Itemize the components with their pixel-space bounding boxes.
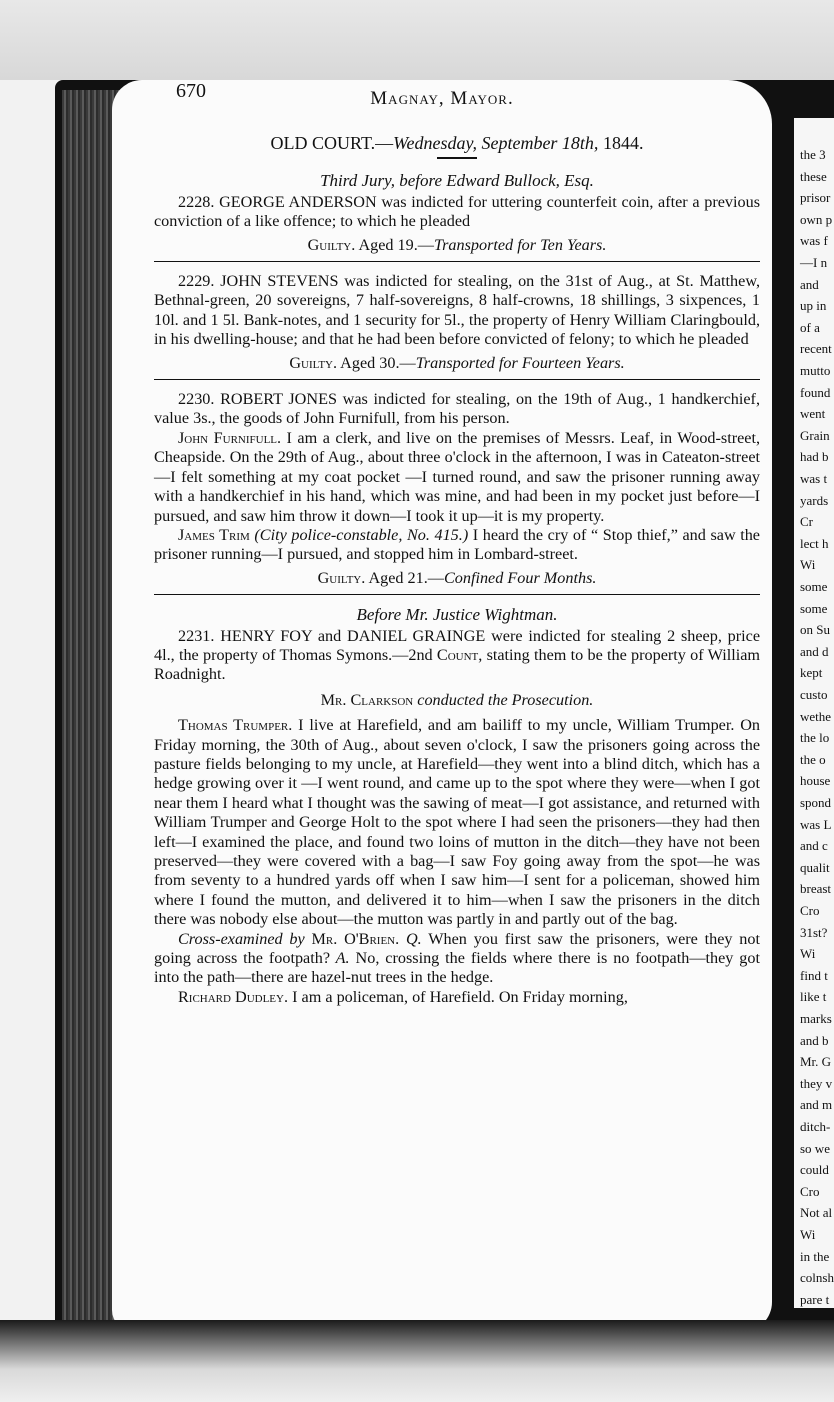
facing-page-fragment: the 3 [800, 147, 826, 162]
facing-page-fragment: marks [800, 1011, 832, 1026]
facing-page-fragment: and [800, 276, 819, 292]
witness-testimony: James Trim (City police-constable, No. 415.) I heard the cry of “ Stop thief,” and saw the prisoner running—I pursued, and stopped him in Lombard-street. [154, 525, 760, 564]
defendant-name: JOHN STEVENS [220, 272, 339, 291]
facing-page-fragment: Wi [800, 557, 816, 573]
facing-page-fragment: these [800, 168, 827, 184]
witness-testimony: John Furnifull. I am a clerk, and live on the premises of Messrs. Leaf, in Wood-street, Cheapside. On the 29th of Aug., about three o'clock in the afternoon, I was in Cateaton-street—I felt something at my coat pocket —I turned round, and saw the prisoner running away with a handkerchief in his hand, which was mine, and had been in my pocket just before—I pursued, and saw him throw it down—I took it up—it is my property. [154, 428, 760, 525]
running-head: Magnay, Mayor. [370, 88, 514, 109]
case-2228: 2228. GEORGE ANDERSON was indicted for uttering counterfeit coin, after a previous conviction of a like offence; to which he pleaded [154, 192, 760, 231]
facing-page-fragment: found [800, 384, 831, 400]
facing-page-fragment: mutto [800, 363, 831, 378]
court-heading: OLD COURT.—Wednesday, September 18th, 1844. [270, 133, 644, 153]
facing-page-fragment: pare t [800, 1291, 830, 1307]
defendant-name: GEORGE ANDERSON [219, 192, 377, 211]
facing-page-fragment: kept [800, 665, 823, 681]
facing-page-fragment: Cro [800, 1183, 820, 1199]
facing-page-fragment: of a [800, 319, 820, 335]
page-header [112, 80, 772, 120]
case-2229: 2229. JOHN STEVENS was indicted for stealing, on the 31st of Aug., at St. Matthew, Bethnal-green, 20 sovereigns, 7 half-sovereigns, 8 half-crowns, 18 shillings, 3 sixpences, 1 10l. and 1 5l. Bank-notes, and 1 security for 5l., the property of Henry William Claringbould, in his dwelling-house; and that he had been before convicted of felony; to which he pleaded [154, 272, 761, 349]
witness-testimony: Richard Dudley. I am a policeman, of Harefield. On Friday morning, [178, 987, 628, 1006]
facing-page-fragment: own p [800, 211, 833, 227]
prosecution-note: Mr. Clarkson conducted the Prosecution. [320, 690, 594, 709]
case-2230: 2230. ROBERT JONES was indicted for stealing, on the 19th of Aug., 1 handkerchief, value 3s., the goods of John Furnifull, from his person. [154, 390, 760, 428]
facing-page-fragment: prisor [800, 190, 831, 206]
short-rule [437, 157, 477, 159]
facing-page-fragment: was L [800, 816, 832, 832]
facing-page-fragment: Grain [800, 427, 830, 443]
facing-page-fragment: went [800, 406, 826, 422]
facing-page-fragment: so we [800, 1140, 830, 1156]
facing-page-fragment: —I n [800, 255, 828, 270]
case-2231: 2231. HENRY FOY and DANIEL GRAINGE were indicted for stealing 2 sheep, price 4l., the property of Thomas Symons.—2nd Count, stating them to be the property of William Roadnight. [154, 626, 761, 684]
facing-page-fragment: spond [800, 795, 832, 810]
facing-page-fragment: some [800, 600, 828, 616]
facing-page-fragment: Wi [800, 1227, 816, 1242]
facing-page-fragment: Not al [800, 1205, 833, 1221]
facing-page-fragment: yards [800, 492, 829, 508]
facing-page-edge [794, 118, 834, 1308]
facing-page-fragment: breast [800, 881, 832, 897]
divider [154, 379, 760, 380]
facing-page-fragment: up in [800, 298, 827, 314]
facing-page-fragment: and b [800, 1032, 829, 1048]
facing-page-fragment: house [800, 773, 831, 789]
facing-page-fragment: wethe [800, 708, 832, 724]
judge-heading: Before Mr. Justice Wightman. [356, 605, 558, 625]
facing-page-fragment: was t [800, 471, 828, 486]
scan-background-top [0, 0, 834, 80]
facing-page-fragment: and c [800, 838, 828, 854]
divider [154, 594, 760, 595]
facing-page-fragment: Wi [800, 946, 816, 962]
facing-page-fragment: they v [800, 1075, 833, 1091]
facing-page-fragment: the lo [800, 730, 830, 746]
witness-testimony: Thomas Trumper. I live at Harefield, and am bailiff to my uncle, William Trumper. On Friday morning, the 30th of Aug., about seven o'clock, I saw the prisoners going across the pasture fields belonging to my uncle, at Harefield—they went into a blind ditch, which has a hedge growing over it —I went round, and came up to the spot where they were—when I got near them I heard what I thought was the sawing of meat—I got assistance, and returned with William Trumper and George Holt to the spot where I had seen the prisoners—they had then left—I examined the place, and found two loins of mutton in the ditch—they have not been preserved—they were covered with a bag—I saw Foy going away from the spot—he was from seventy to a hundred yards off when I saw him—I sent for a policeman, showed him where I found the mutton, and delivered it to him—when I saw the prisoners in the ditch there was nobody else about—the mutton was partly in and partly out of the bag. [154, 716, 760, 929]
facing-page-fragment: in the [800, 1248, 830, 1264]
facing-page-fragment: find t [800, 967, 828, 983]
facing-page-fragment: the o [800, 751, 826, 767]
facing-page-fragment: had b [800, 449, 829, 465]
facing-page-fragment: Cr [800, 514, 813, 530]
facing-page-fragment: Cro [800, 903, 820, 918]
page-number: 670 [176, 80, 206, 102]
book-page [112, 80, 772, 1332]
divider [154, 261, 760, 262]
facing-page-fragment: some [800, 579, 828, 594]
facing-page-fragment: like t [800, 989, 827, 1005]
facing-page-fragment: custo [800, 687, 828, 702]
facing-page-fragment: could [800, 1162, 829, 1178]
facing-page-fragment: Mr. G [800, 1054, 832, 1070]
scan-background-bottom [0, 1320, 834, 1402]
facing-page-fragment: lect h [800, 535, 829, 551]
facing-page-fragment: on Su [800, 622, 830, 638]
cross-examination: Cross-examined by Mr. O'Brien. Q. When you first saw the prisoners, were they not going across the footpath? A. No, crossing the fields where there is no footpath—they got into the path—there are hazel-nut trees in the hedge. [154, 929, 760, 987]
facing-page-fragment: colnsh [800, 1270, 834, 1286]
facing-page-fragment: and d [800, 643, 829, 659]
page-body [154, 130, 760, 1007]
verdict-2229: Guilty. Aged 30.—Transported for Fourteen Years. [289, 353, 625, 372]
facing-page-fragment: and m [800, 1097, 833, 1113]
defendant-name: ROBERT JONES [220, 390, 337, 409]
verdict-2228: Guilty. Aged 19.—Transported for Ten Years. [307, 235, 607, 254]
verdict-2230: Guilty. Aged 21.—Confined Four Months. [317, 568, 597, 587]
jury-heading: Third Jury, before Edward Bullock, Esq. [320, 171, 594, 191]
facing-page-fragment: qualit [800, 859, 830, 875]
facing-page-fragment: was f [800, 233, 828, 249]
facing-page-fragment: 31st? [800, 924, 828, 940]
facing-page-fragment: ditch- [800, 1119, 831, 1134]
facing-page-fragment: recent [800, 341, 832, 357]
